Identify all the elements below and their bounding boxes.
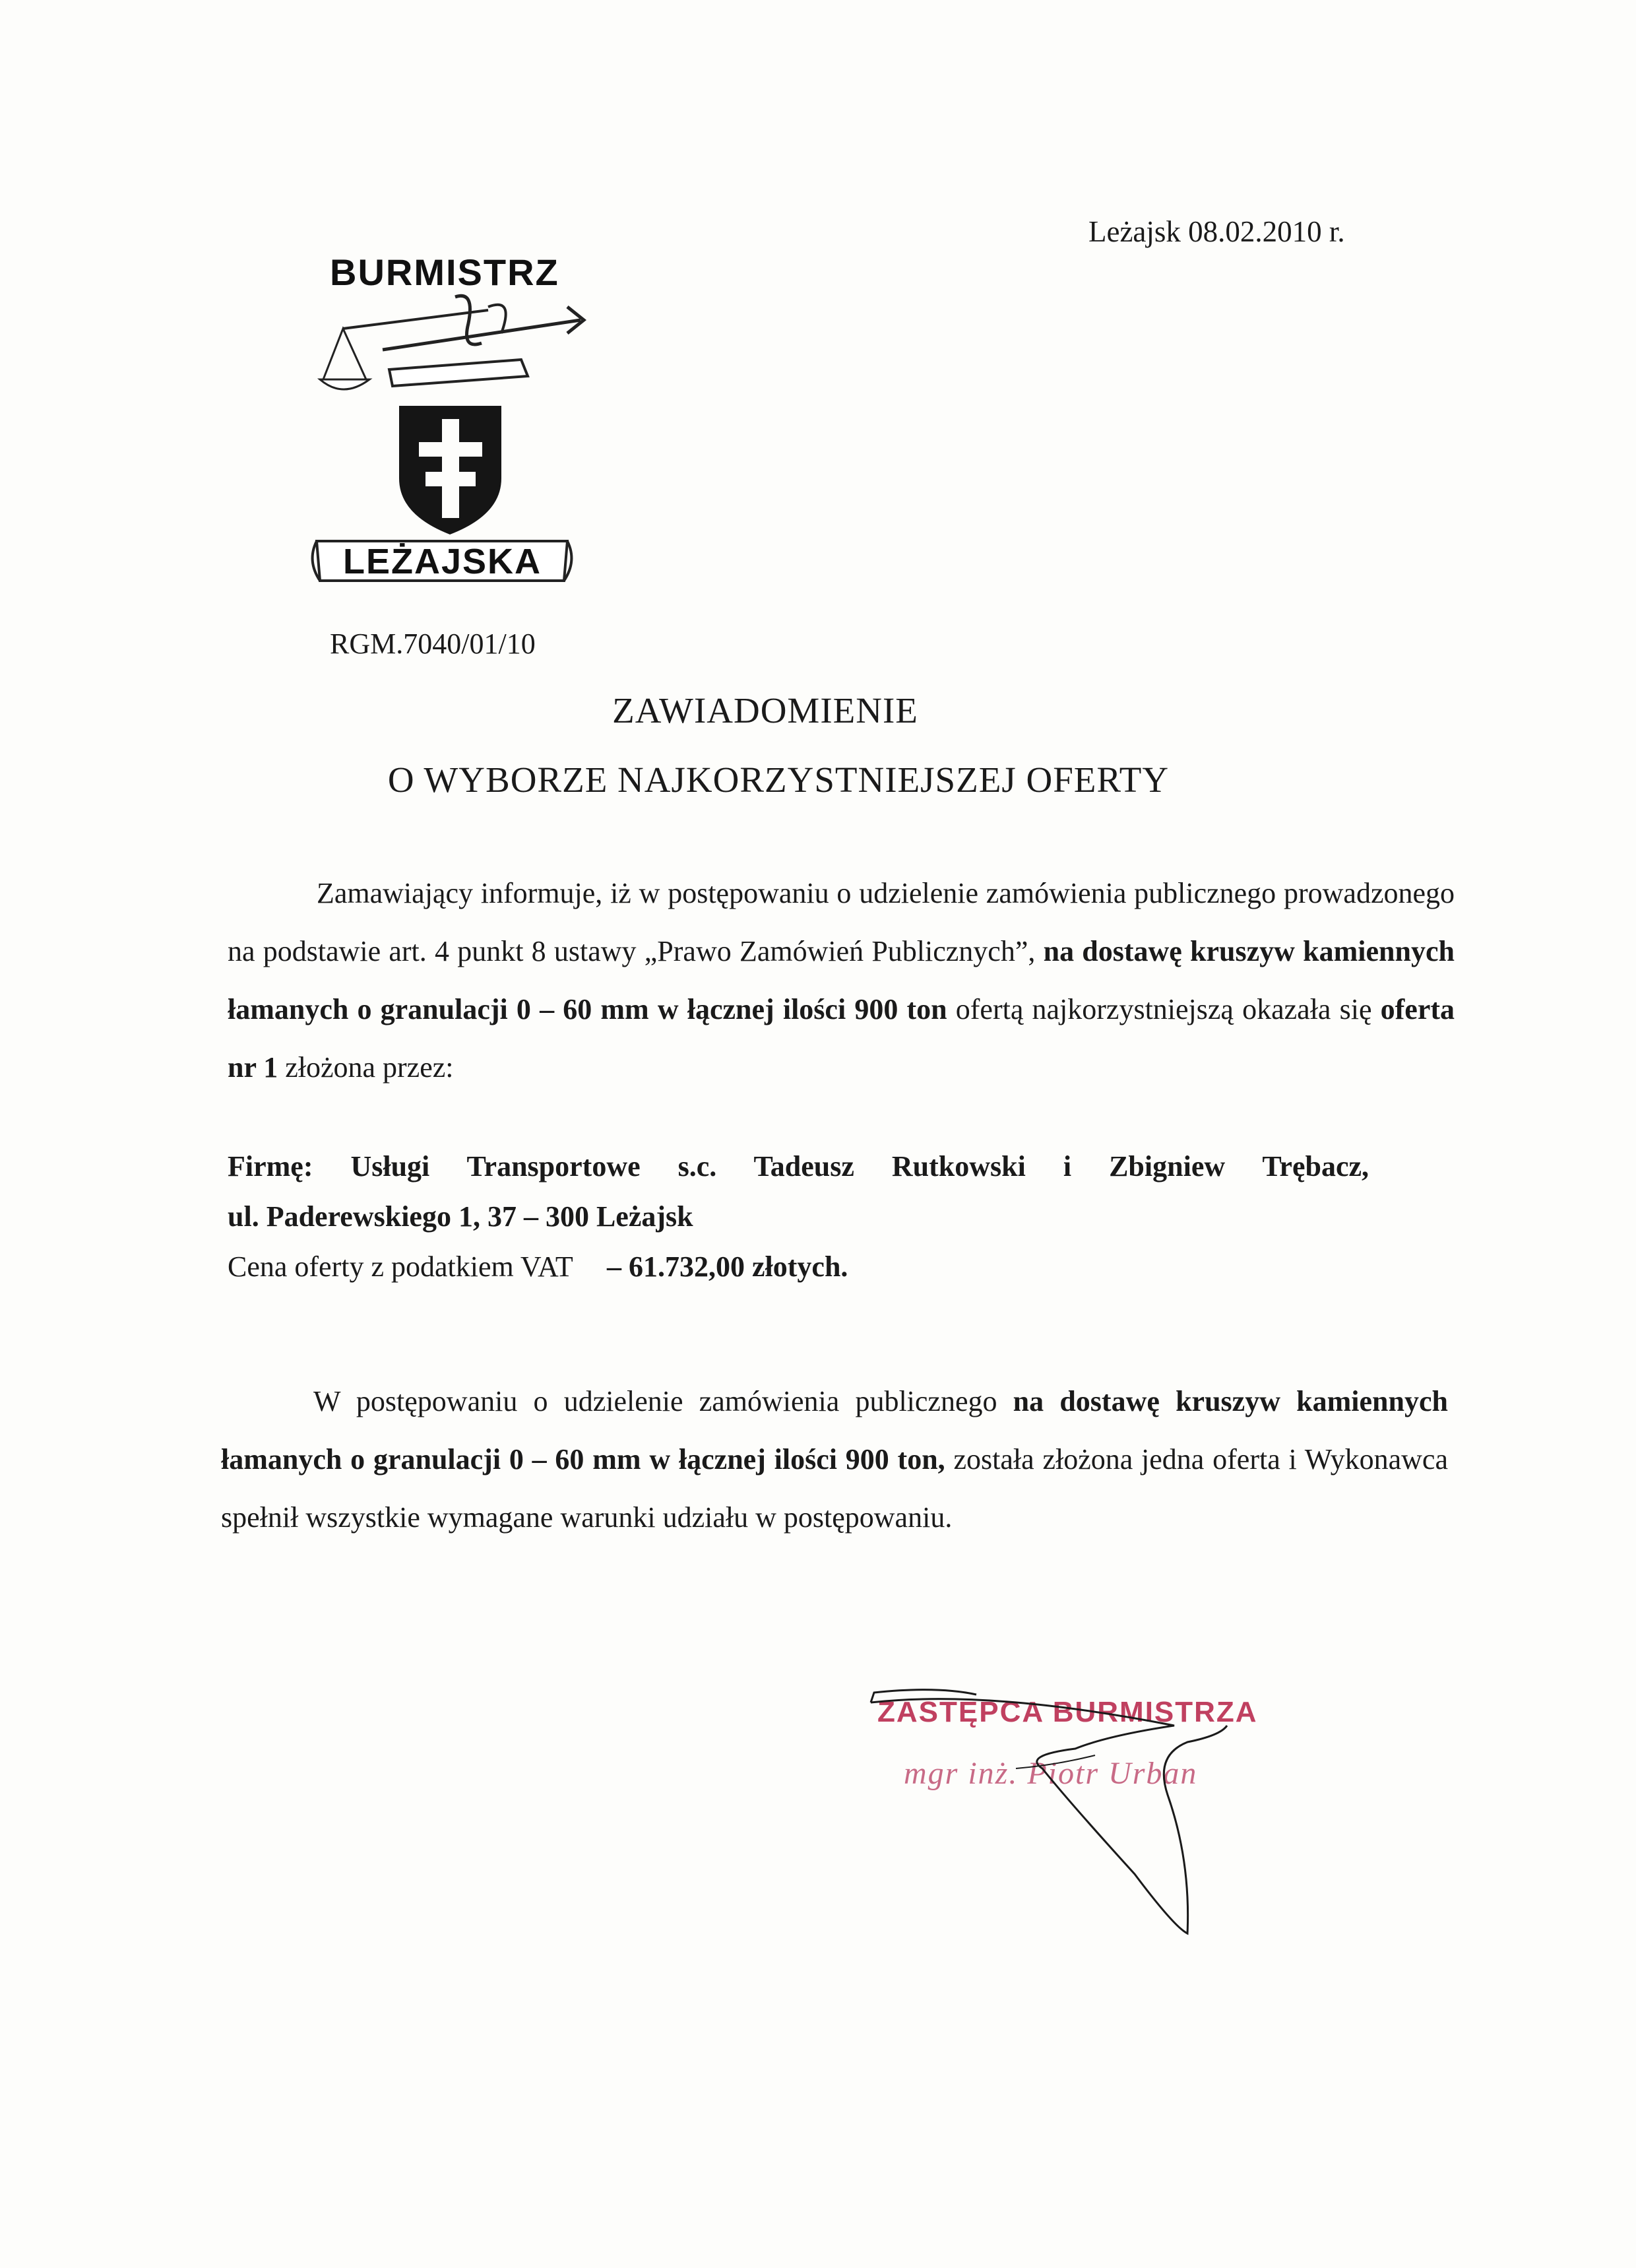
stamp-title: ZASTĘPCA BURMISTRZA [877, 1696, 1258, 1728]
stamp-name: mgr inż. Piotr Urban [904, 1756, 1198, 1791]
paragraph-announcement [228, 864, 1455, 1097]
document-date: Leżajsk 08.02.2010 r. [1088, 215, 1345, 248]
firm-address: ul. Paderewskiego 1, 37 – 300 Leżajsk [228, 1200, 693, 1233]
p1-text-2: ofertą najkorzystniejszą okazała się [947, 993, 1381, 1025]
p1-bold-1: na dostawę kruszyw kamiennych łamanych o granulacji 0 – 60 mm w łącznej ilości 900 ton [228, 935, 1455, 1025]
p2-text-1: W postępowaniu o udzielenie zamówienia publicznego [313, 1385, 1013, 1417]
paragraph-conclusion [221, 1373, 1448, 1547]
price-label: Cena oferty z podatkiem VAT [228, 1250, 573, 1283]
crest-top-label: BURMISTRZ [330, 251, 559, 293]
firm-name: Firmę: Usługi Transportowe s.c. Tadeusz Rutkowski i Zbigniew Trębacz, [228, 1150, 1369, 1183]
p2-text-2: została złożona jedna oferta i Wykonawca spełnił wszystkie wymagane warunki udziału w postępowaniu. [221, 1443, 1448, 1534]
signature-stamp [858, 1663, 1286, 1980]
crest-bottom-label: LEŻAJSKA [343, 542, 542, 581]
handwritten-signature-icon [858, 1663, 1286, 1980]
document-subtitle: O WYBORZE NAJKORZYSTNIEJSZEJ OFERTY [387, 760, 1170, 800]
p1-text-1: Zamawiający informuje, iż w postępowaniu o udzielenie zamówienia publicznego prowadzonego na podstawie art. 4 punkt 8 ustawy „Prawo Zamówień Publicznych”, [228, 877, 1455, 967]
reference-number: RGM.7040/01/10 [330, 628, 536, 660]
price-value: – 61.732,00 złotych. [607, 1250, 848, 1283]
document-title: ZAWIADOMIENIE [612, 690, 918, 730]
p1-text-3: złożona przez: [278, 1051, 454, 1084]
winning-firm-block [228, 1142, 1369, 1292]
municipal-crest [303, 251, 594, 594]
p1-bold-2: oferta nr 1 [228, 993, 1455, 1084]
p2-bold-1: na dostawę kruszyw kamiennych łamanych o granulacji 0 – 60 mm w łącznej ilości 900 ton, [221, 1385, 1448, 1475]
